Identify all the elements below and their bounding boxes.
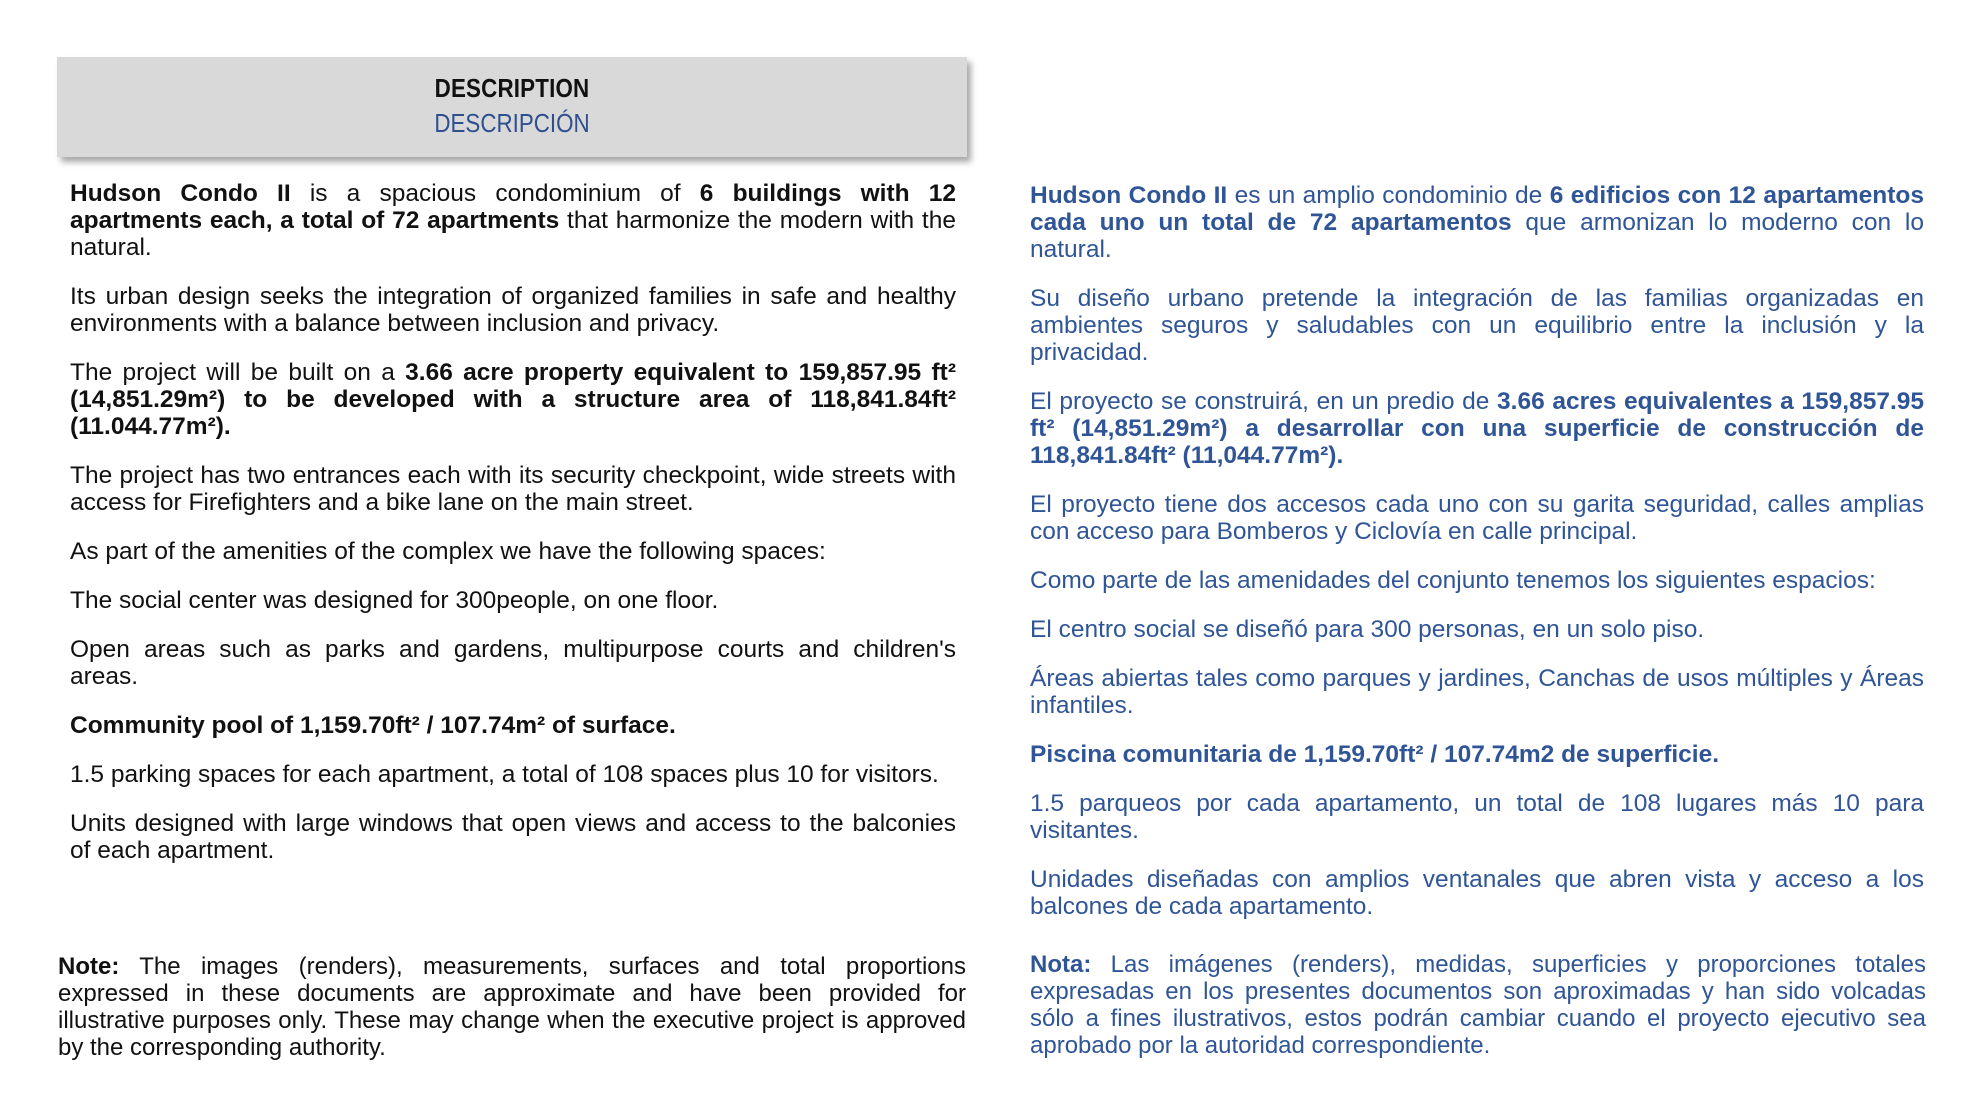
- es-paragraph-intro: [1030, 182, 1924, 263]
- es-note: [1030, 951, 1926, 1059]
- header-title-es: DESCRIPCIÓN: [434, 108, 590, 138]
- es-paragraph-units: Unidades diseñadas con amplios ventanales que abren vista y acceso a los balcones de cada apartamento.: [1030, 866, 1924, 920]
- en-property-highlight: 3.66 acre property equivalent to 159,857.95 ft² (14,851.29m²) to be developed with a structure area of 118,841.84ft² (11.044.77m²).: [70, 359, 956, 440]
- en-buildings-highlight: 6 buildings with 12 apartments each, a total of 72 apartments: [70, 180, 956, 234]
- es-paragraph-parking: 1.5 parqueos por cada apartamento, un total de 108 lugares más 10 para visitantes.: [1030, 790, 1924, 844]
- es-property-highlight: 3.66 acres equivalentes a 159,857.95 ft² (14,851.29m²) a desarrollar con una superficie de construcción de 118,841.84ft² (11,044.77m²).: [1030, 388, 1924, 469]
- es-property-text: El proyecto se construirá, en un predio de: [1030, 388, 1498, 415]
- es-paragraph-pool: [1030, 741, 1924, 768]
- description-header: [57, 57, 967, 157]
- en-paragraph-amenities: As part of the amenities of the complex we have the following spaces:: [70, 538, 826, 565]
- en-property-text: The project will be built on a: [70, 359, 406, 386]
- english-column: [70, 180, 956, 886]
- en-note-text: The images (renders), measurements, surfaces and total proportions expressed in these documents are approximate and have been provided for illustrative purposes only. These may change when the executive project is approved by the corresponding authority.: [58, 953, 966, 1061]
- spanish-column: [1030, 182, 1924, 942]
- en-paragraph-parking: 1.5 parking spaces for each apartment, a total of 108 spaces plus 10 for visitors.: [70, 761, 939, 788]
- en-paragraph-open-areas: Open areas such as parks and gardens, multipurpose courts and children's areas.: [70, 636, 956, 690]
- en-paragraph-property: [70, 359, 956, 440]
- es-pool-highlight: Piscina comunitaria de 1,159.70ft² / 107.74m2 de superficie.: [1030, 741, 1720, 768]
- es-intro-text: es un amplio condominio de: [1227, 182, 1550, 209]
- en-paragraph-design: Its urban design seeks the integration of organized families in safe and healthy environments with a balance between inclusion and privacy.: [70, 283, 956, 337]
- en-paragraph-units: Units designed with large windows that open views and access to the balconies of each apartment.: [70, 810, 956, 864]
- en-paragraph-pool: [70, 712, 956, 739]
- es-paragraph-design: Su diseño urbano pretende la integración de las familias organizadas en ambientes seguros y saludables con un equilibrio entre la inclusión y la privacidad.: [1030, 285, 1924, 366]
- es-intro-end: que armonizan lo moderno con lo natural.: [1030, 209, 1924, 263]
- en-note-label: Note:: [58, 953, 120, 980]
- en-note: [58, 953, 966, 1061]
- es-paragraph-entrances: El proyecto tiene dos accesos cada uno con su garita seguridad, calles amplias con acceso para Bomberos y Ciclovía en calle principal.: [1030, 491, 1924, 545]
- en-intro-text: is a spacious condominium of: [290, 180, 700, 207]
- es-note-label: Nota:: [1030, 951, 1092, 978]
- es-note-text: Las imágenes (renders), medidas, superficies y proporciones totales expresadas en los presentes documentos son aproximadas y han sido volcadas sólo a fines ilustrativos, estos podrán cambiar cuando el proyecto ejecutivo sea aprobado por la autoridad correspondiente.: [1030, 951, 1926, 1059]
- en-paragraph-entrances: The project has two entrances each with its security checkpoint, wide streets with access for Firefighters and a bike lane on the main street.: [70, 462, 956, 516]
- en-pool-highlight: Community pool of 1,159.70ft² / 107.74m² of surface.: [70, 712, 676, 739]
- header-title-en: DESCRIPTION: [434, 73, 590, 103]
- en-paragraph-intro: [70, 180, 956, 261]
- en-project-name: Hudson Condo II: [70, 180, 291, 207]
- es-paragraph-open-areas: Áreas abiertas tales como parques y jardines, Canchas de usos múltiples y Áreas infantiles.: [1030, 665, 1924, 719]
- en-intro-end: that harmonize the modern with the natural.: [70, 207, 956, 261]
- es-project-name: Hudson Condo II: [1030, 182, 1228, 209]
- en-paragraph-social-center: The social center was designed for 300people, on one floor.: [70, 587, 719, 614]
- es-paragraph-amenities: Como parte de las amenidades del conjunto tenemos los siguientes espacios:: [1030, 567, 1876, 594]
- es-buildings-highlight: 6 edificios con 12 apartamentos cada uno un total de 72 apartamentos: [1030, 182, 1924, 236]
- es-paragraph-property: [1030, 388, 1924, 469]
- es-paragraph-social-center: El centro social se diseñó para 300 personas, en un solo piso.: [1030, 616, 1705, 643]
